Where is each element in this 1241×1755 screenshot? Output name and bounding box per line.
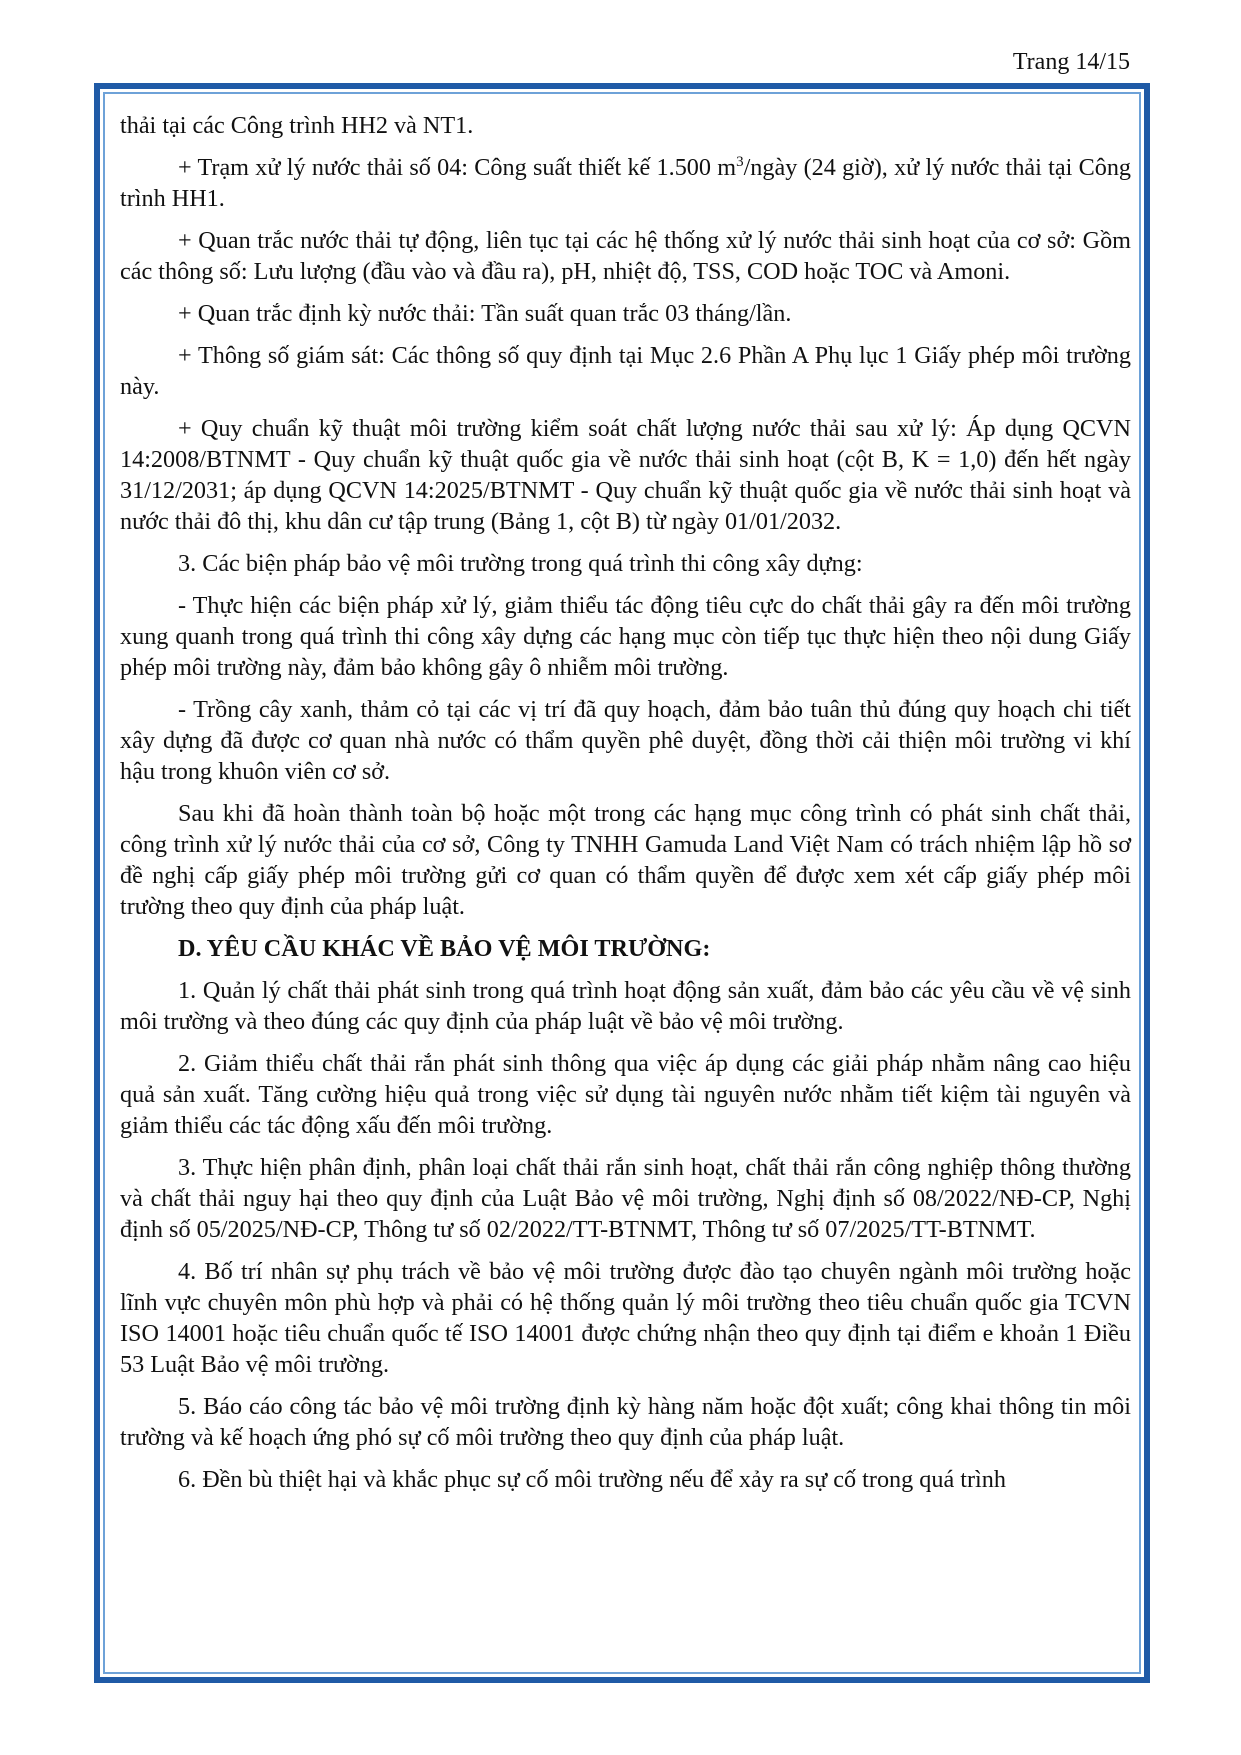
paragraph-permit-application: Sau khi đã hoàn thành toàn bộ hoặc một trong các hạng mục công trình có phát sinh chất thải, công trình xử lý nước thải của cơ sở, Công ty TNHH Gamuda Land Việt Nam có trách nhiệm lập hồ sơ đề nghị cấp giấy phép môi trường gửi cơ quan có thẩm quyền để được xem xét cấp giấy phép môi trường theo quy định của pháp luật. [120,800,1131,920]
paragraph-d1: 1. Quản lý chất thải phát sinh trong quá trình hoạt động sản xuất, đảm bảo các yêu cầu về vệ sinh môi trường và theo đúng các quy định của pháp luật về bảo vệ môi trường. [120,977,1131,1035]
paragraph-monitoring-parameters: + Thông số giám sát: Các thông số quy định tại Mục 2.6 Phần A Phụ lục 1 Giấy phép môi trường này. [120,342,1131,400]
paragraph-waste-treatment: - Thực hiện các biện pháp xử lý, giảm thiểu tác động tiêu cực do chất thải gây ra đến môi trường xung quanh trong quá trình thi công xây dựng các hạng mục còn tiếp tục thực hiện theo nội dung Giấy phép môi trường này, đảm bảo không gây ô nhiễm môi trường. [120,592,1131,681]
section-heading-d: D. YÊU CẦU KHÁC VỀ BẢO VỆ MÔI TRƯỜNG: [178,935,711,962]
cubic-superscript: 3 [736,153,744,170]
document-body [120,110,1131,1506]
page-number: Trang 14/15 [1012,49,1130,75]
station-04-text-b: /ngày (24 giờ), xử lý nước thải tại Công trình HH1. [120,154,1132,212]
paragraph-technical-standards: + Quy chuẩn kỹ thuật môi trường kiểm soát chất lượng nước thải sau xử lý: Áp dụng QCVN 14:2008/BTNMT - Quy chuẩn kỹ thuật quốc gia về nước thải sinh hoạt (cột B, K = 1,0) đến hết ngày 31/12/2031; áp dụng QCVN 14:2025/BTNMT - Quy chuẩn kỹ thuật quốc gia về nước thải sinh hoạt và nước thải đô thị, khu dân cư tập trung (Bảng 1, cột B) từ ngày 01/01/2032. [120,415,1131,535]
paragraph-continuation: thải tại các Công trình HH2 và NT1. [120,112,474,139]
paragraph-periodic-monitoring: + Quan trắc định kỳ nước thải: Tần suất quan trắc 03 tháng/lần. [178,300,792,327]
paragraph-auto-monitoring: + Quan trắc nước thải tự động, liên tục tại các hệ thống xử lý nước thải sinh hoạt của cơ sở: Gồm các thông số: Lưu lượng (đầu vào và đầu ra), pH, nhiệt độ, TSS, COD hoặc TOC và Amoni. [120,227,1131,285]
paragraph-d3: 3. Thực hiện phân định, phân loại chất thải rắn sinh hoạt, chất thải rắn công nghiệp thông thường và chất thải nguy hại theo quy định của Luật Bảo vệ môi trường, Nghị định số 08/2022/NĐ-CP, Nghị định số 05/2025/NĐ-CP, Thông tư số 02/2022/TT-BTNMT, Thông tư số 07/2025/TT-BTNMT. [120,1154,1131,1243]
station-04-text-a: + Trạm xử lý nước thải số 04: Công suất thiết kế 1.500 m [178,154,737,181]
paragraph-d4: 4. Bố trí nhân sự phụ trách về bảo vệ môi trường được đào tạo chuyên ngành môi trường hoặc lĩnh vực chuyên môn phù hợp và phải có hệ thống quản lý môi trường theo tiêu chuẩn quốc gia TCVN ISO 14001 hoặc tiêu chuẩn quốc tế ISO 14001 được chứng nhận theo quy định tại điểm e khoản 1 Điều 53 Luật Bảo vệ môi trường. [120,1258,1131,1378]
paragraph-green-planting: - Trồng cây xanh, thảm cỏ tại các vị trí đã quy hoạch, đảm bảo tuân thủ đúng quy hoạch chi tiết xây dựng đã được cơ quan nhà nước có thẩm quyền phê duyệt, đồng thời cải thiện môi trường vi khí hậu trong khuôn viên cơ sở. [120,696,1131,785]
paragraph-d5: 5. Báo cáo công tác bảo vệ môi trường định kỳ hàng năm hoặc đột xuất; công khai thông tin môi trường và kế hoạch ứng phó sự cố môi trường theo quy định của pháp luật. [120,1393,1131,1451]
paragraph-construction-measures: 3. Các biện pháp bảo vệ môi trường trong quá trình thi công xây dựng: [178,550,863,577]
paragraph-d2: 2. Giảm thiểu chất thải rắn phát sinh thông qua việc áp dụng các giải pháp nhằm nâng cao hiệu quả sản xuất. Tăng cường hiệu quả trong việc sử dụng tài nguyên nước nhằm tiết kiệm tài nguyên và giảm thiểu các tác động xấu đến môi trường. [120,1050,1131,1139]
paragraph-d6: 6. Đền bù thiệt hại và khắc phục sự cố môi trường nếu để xảy ra sự cố trong quá trình [178,1466,1006,1493]
paragraph-station-04 [120,152,1131,214]
